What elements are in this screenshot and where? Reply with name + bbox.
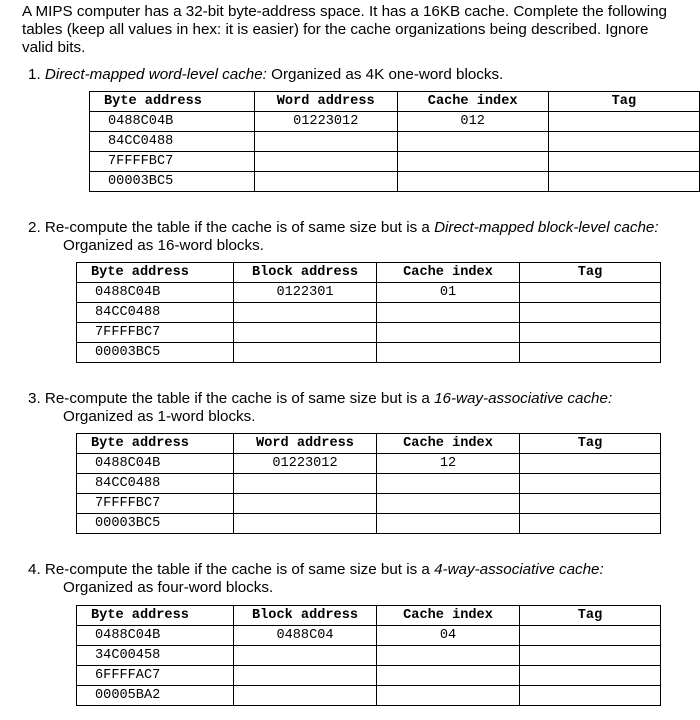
table-2-header-cache-index: Cache index bbox=[377, 263, 520, 283]
cache-index-cell[interactable]: 01 bbox=[377, 283, 520, 303]
table-row bbox=[77, 454, 661, 474]
tag-cell[interactable] bbox=[520, 474, 661, 494]
table-2-header-tag: Tag bbox=[520, 263, 661, 283]
block-address-cell[interactable] bbox=[234, 303, 377, 323]
tag-cell[interactable] bbox=[520, 686, 661, 706]
table-row bbox=[77, 323, 661, 343]
table-row bbox=[77, 283, 661, 303]
cache-index-cell[interactable] bbox=[377, 514, 520, 534]
table-row bbox=[77, 494, 661, 514]
word-address-cell[interactable] bbox=[234, 514, 377, 534]
table-row bbox=[77, 474, 661, 494]
byte-address-cell: 6FFFFAC7 bbox=[77, 666, 234, 686]
question-4-organization: Organized as four-word blocks. bbox=[63, 579, 274, 596]
tag-cell[interactable] bbox=[548, 132, 699, 152]
word-address-cell[interactable] bbox=[254, 152, 397, 172]
byte-address-cell: 84CC0488 bbox=[77, 303, 234, 323]
word-address-cell[interactable] bbox=[254, 132, 397, 152]
tag-cell[interactable] bbox=[520, 323, 661, 343]
tag-cell[interactable] bbox=[520, 343, 661, 363]
table-3-header-byte-address: Byte address bbox=[77, 434, 234, 454]
word-address-cell[interactable] bbox=[254, 172, 397, 192]
byte-address-cell: 0488C04B bbox=[77, 454, 234, 474]
tag-cell[interactable] bbox=[520, 514, 661, 534]
byte-address-cell: 84CC0488 bbox=[90, 132, 255, 152]
table-3 bbox=[76, 433, 661, 534]
word-address-cell[interactable]: 01223012 bbox=[234, 454, 377, 474]
byte-address-cell: 0488C04B bbox=[90, 112, 255, 132]
question-2-cache-type: Direct-mapped block-level cache: bbox=[434, 219, 659, 236]
table-2-header-byte-address: Byte address bbox=[77, 263, 234, 283]
tag-cell[interactable] bbox=[548, 172, 699, 192]
word-address-cell[interactable]: 01223012 bbox=[254, 112, 397, 132]
question-1-text bbox=[28, 66, 696, 84]
table-row bbox=[90, 132, 700, 152]
question-1-cache-type: Direct-mapped word-level cache: bbox=[44, 66, 267, 83]
block-address-cell[interactable]: 0122301 bbox=[234, 283, 377, 303]
table-3-header-cache-index: Cache index bbox=[377, 434, 520, 454]
byte-address-cell: 00005BA2 bbox=[77, 686, 234, 706]
cache-index-cell[interactable] bbox=[377, 494, 520, 514]
table-1-header-cache-index: Cache index bbox=[397, 92, 548, 112]
cache-index-cell[interactable] bbox=[397, 132, 548, 152]
table-2 bbox=[76, 262, 661, 363]
table-1-header-word-address: Word address bbox=[254, 92, 397, 112]
byte-address-cell: 00003BC5 bbox=[77, 514, 234, 534]
cache-index-cell[interactable] bbox=[377, 343, 520, 363]
cache-index-cell[interactable] bbox=[377, 303, 520, 323]
table-3-header-word-address: Word address bbox=[234, 434, 377, 454]
byte-address-cell: 34C00458 bbox=[77, 646, 234, 666]
table-row bbox=[77, 686, 661, 706]
tag-cell[interactable] bbox=[520, 303, 661, 323]
question-1-number: 1. bbox=[28, 66, 41, 83]
cache-index-cell[interactable]: 04 bbox=[377, 626, 520, 646]
question-3-organization: Organized as 1-word blocks. bbox=[63, 408, 256, 425]
question-4-cache-type: 4-way-associative cache: bbox=[434, 561, 604, 578]
tag-cell[interactable] bbox=[520, 626, 661, 646]
cache-index-cell[interactable] bbox=[377, 686, 520, 706]
word-address-cell[interactable] bbox=[234, 494, 377, 514]
block-address-cell[interactable] bbox=[234, 323, 377, 343]
question-3-lead: Re-compute the table if the cache is of same size but is a bbox=[40, 390, 435, 407]
table-2-header-row bbox=[77, 263, 661, 283]
table-row bbox=[77, 666, 661, 686]
block-address-cell[interactable] bbox=[234, 343, 377, 363]
byte-address-cell: 7FFFFBC7 bbox=[77, 323, 234, 343]
byte-address-cell: 0488C04B bbox=[77, 283, 234, 303]
tag-cell[interactable] bbox=[548, 152, 699, 172]
tag-cell[interactable] bbox=[520, 666, 661, 686]
byte-address-cell: 00003BC5 bbox=[90, 172, 255, 192]
block-address-cell[interactable] bbox=[234, 686, 377, 706]
question-4-text bbox=[28, 561, 696, 597]
table-row bbox=[90, 172, 700, 192]
table-1 bbox=[89, 91, 700, 192]
block-address-cell[interactable] bbox=[234, 646, 377, 666]
question-2-number: 2. bbox=[28, 219, 41, 236]
tag-cell[interactable] bbox=[520, 646, 661, 666]
table-3-header-row bbox=[77, 434, 661, 454]
table-1-header-tag: Tag bbox=[548, 92, 699, 112]
cache-index-cell[interactable]: 12 bbox=[377, 454, 520, 474]
tag-cell[interactable] bbox=[520, 494, 661, 514]
question-2-lead: Re-compute the table if the cache is of same size but is a bbox=[40, 219, 435, 236]
tag-cell[interactable] bbox=[520, 454, 661, 474]
tag-cell[interactable] bbox=[520, 283, 661, 303]
byte-address-cell: 7FFFFBC7 bbox=[77, 494, 234, 514]
cache-index-cell[interactable] bbox=[377, 323, 520, 343]
table-row bbox=[77, 514, 661, 534]
table-2-header-block-address: Block address bbox=[234, 263, 377, 283]
table-row bbox=[77, 343, 661, 363]
table-4-header-cache-index: Cache index bbox=[377, 606, 520, 626]
question-2-text bbox=[28, 219, 696, 255]
table-4-header-block-address: Block address bbox=[234, 606, 377, 626]
table-row bbox=[77, 303, 661, 323]
block-address-cell[interactable] bbox=[234, 666, 377, 686]
cache-index-cell[interactable] bbox=[377, 666, 520, 686]
word-address-cell[interactable] bbox=[234, 474, 377, 494]
intro-paragraph: A MIPS computer has a 32-bit byte-address space. It has a 16KB cache. Complete the following tables (keep all values in hex: it is easier) for the cache organizations being described. Ignore valid bits. bbox=[22, 3, 667, 56]
byte-address-cell: 7FFFFBC7 bbox=[90, 152, 255, 172]
table-4-header-row bbox=[77, 606, 661, 626]
table-row bbox=[90, 152, 700, 172]
table-1-header-row bbox=[90, 92, 700, 112]
question-1-description: Organized as 4K one-word blocks. bbox=[266, 66, 504, 83]
table-row bbox=[77, 646, 661, 666]
question-2-organization: Organized as 16-word blocks. bbox=[63, 237, 264, 254]
cache-index-cell[interactable]: 012 bbox=[397, 112, 548, 132]
table-row bbox=[90, 112, 700, 132]
question-3-text bbox=[28, 390, 696, 426]
cache-index-cell[interactable] bbox=[397, 152, 548, 172]
byte-address-cell: 00003BC5 bbox=[77, 343, 234, 363]
byte-address-cell: 84CC0488 bbox=[77, 474, 234, 494]
question-4-lead: Re-compute the table if the cache is of same size but is a bbox=[40, 561, 435, 578]
table-4-header-tag: Tag bbox=[520, 606, 661, 626]
block-address-cell[interactable]: 0488C04 bbox=[234, 626, 377, 646]
byte-address-cell: 0488C04B bbox=[77, 626, 234, 646]
tag-cell[interactable] bbox=[548, 112, 699, 132]
table-row bbox=[77, 626, 661, 646]
cache-index-cell[interactable] bbox=[377, 474, 520, 494]
table-4 bbox=[76, 605, 661, 706]
question-3-number: 3. bbox=[28, 390, 41, 407]
question-4-number: 4. bbox=[28, 561, 41, 578]
cache-index-cell[interactable] bbox=[377, 646, 520, 666]
table-1-header-byte-address: Byte address bbox=[90, 92, 255, 112]
question-3-cache-type: 16-way-associative cache: bbox=[434, 390, 613, 407]
cache-index-cell[interactable] bbox=[397, 172, 548, 192]
table-3-header-tag: Tag bbox=[520, 434, 661, 454]
table-4-header-byte-address: Byte address bbox=[77, 606, 234, 626]
